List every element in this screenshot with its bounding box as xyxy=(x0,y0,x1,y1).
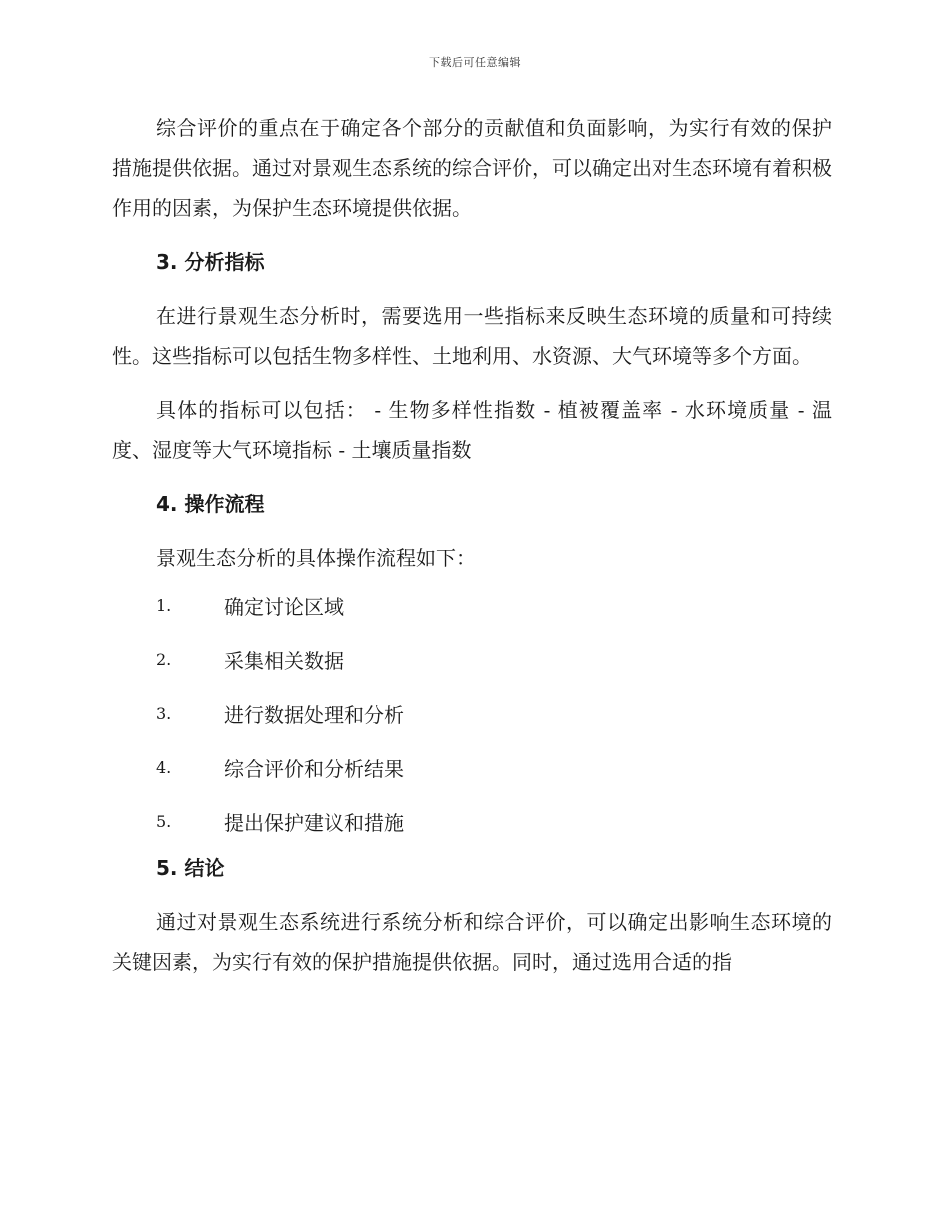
step-text: 采集相关数据 xyxy=(224,648,344,673)
step-text: 进行数据处理和分析 xyxy=(224,702,404,727)
list-item xyxy=(112,686,832,740)
step-number: 5. xyxy=(156,811,172,831)
paragraph-conclusion: 通过对景观生态系统进行系统分析和综合评价，可以确定出影响生态环境的关键因素，为实行有效的保护措施提供依据。同时，通过选用合适的指 xyxy=(112,910,832,974)
page-header: 下载后可任意编辑 xyxy=(429,56,521,69)
list-item xyxy=(112,794,832,848)
document-body xyxy=(112,108,832,982)
paragraph-indicator-list: 具体的指标可以包括： - 生物多样性指数 - 植被覆盖率 - 水环境质量 - 温度、湿度等大气环境指标 - 土壤质量指数 xyxy=(112,398,832,462)
paragraph-indicators: 在进行景观生态分析时，需要选用一些指标来反映生态环境的质量和可持续性。这些指标可以包括生物多样性、土地利用、水资源、大气环境等多个方面。 xyxy=(112,304,832,368)
step-number: 1. xyxy=(156,595,172,615)
step-number: 4. xyxy=(156,757,172,777)
list-item xyxy=(112,632,832,686)
step-text: 综合评价和分析结果 xyxy=(224,756,404,781)
list-item xyxy=(112,740,832,794)
list-item xyxy=(112,578,832,632)
paragraph-evaluation: 综合评价的重点在于确定各个部分的贡献值和负面影响，为实行有效的保护措施提供依据。通过对景观生态系统的综合评价，可以确定出对生态环境有着积极作用的因素，为保护生态环境提供依据。 xyxy=(112,116,832,220)
step-text: 提出保护建议和措施 xyxy=(224,810,404,835)
heading-conclusion: 5. 结论 xyxy=(156,856,225,880)
step-text: 确定讨论区域 xyxy=(224,594,344,619)
process-steps-list xyxy=(112,578,832,848)
step-number: 3. xyxy=(156,703,172,723)
step-number: 2. xyxy=(156,649,172,669)
heading-analysis-indicators: 3. 分析指标 xyxy=(156,250,265,274)
paragraph-process-intro: 景观生态分析的具体操作流程如下： xyxy=(156,546,476,570)
heading-operation-process: 4. 操作流程 xyxy=(156,492,265,516)
